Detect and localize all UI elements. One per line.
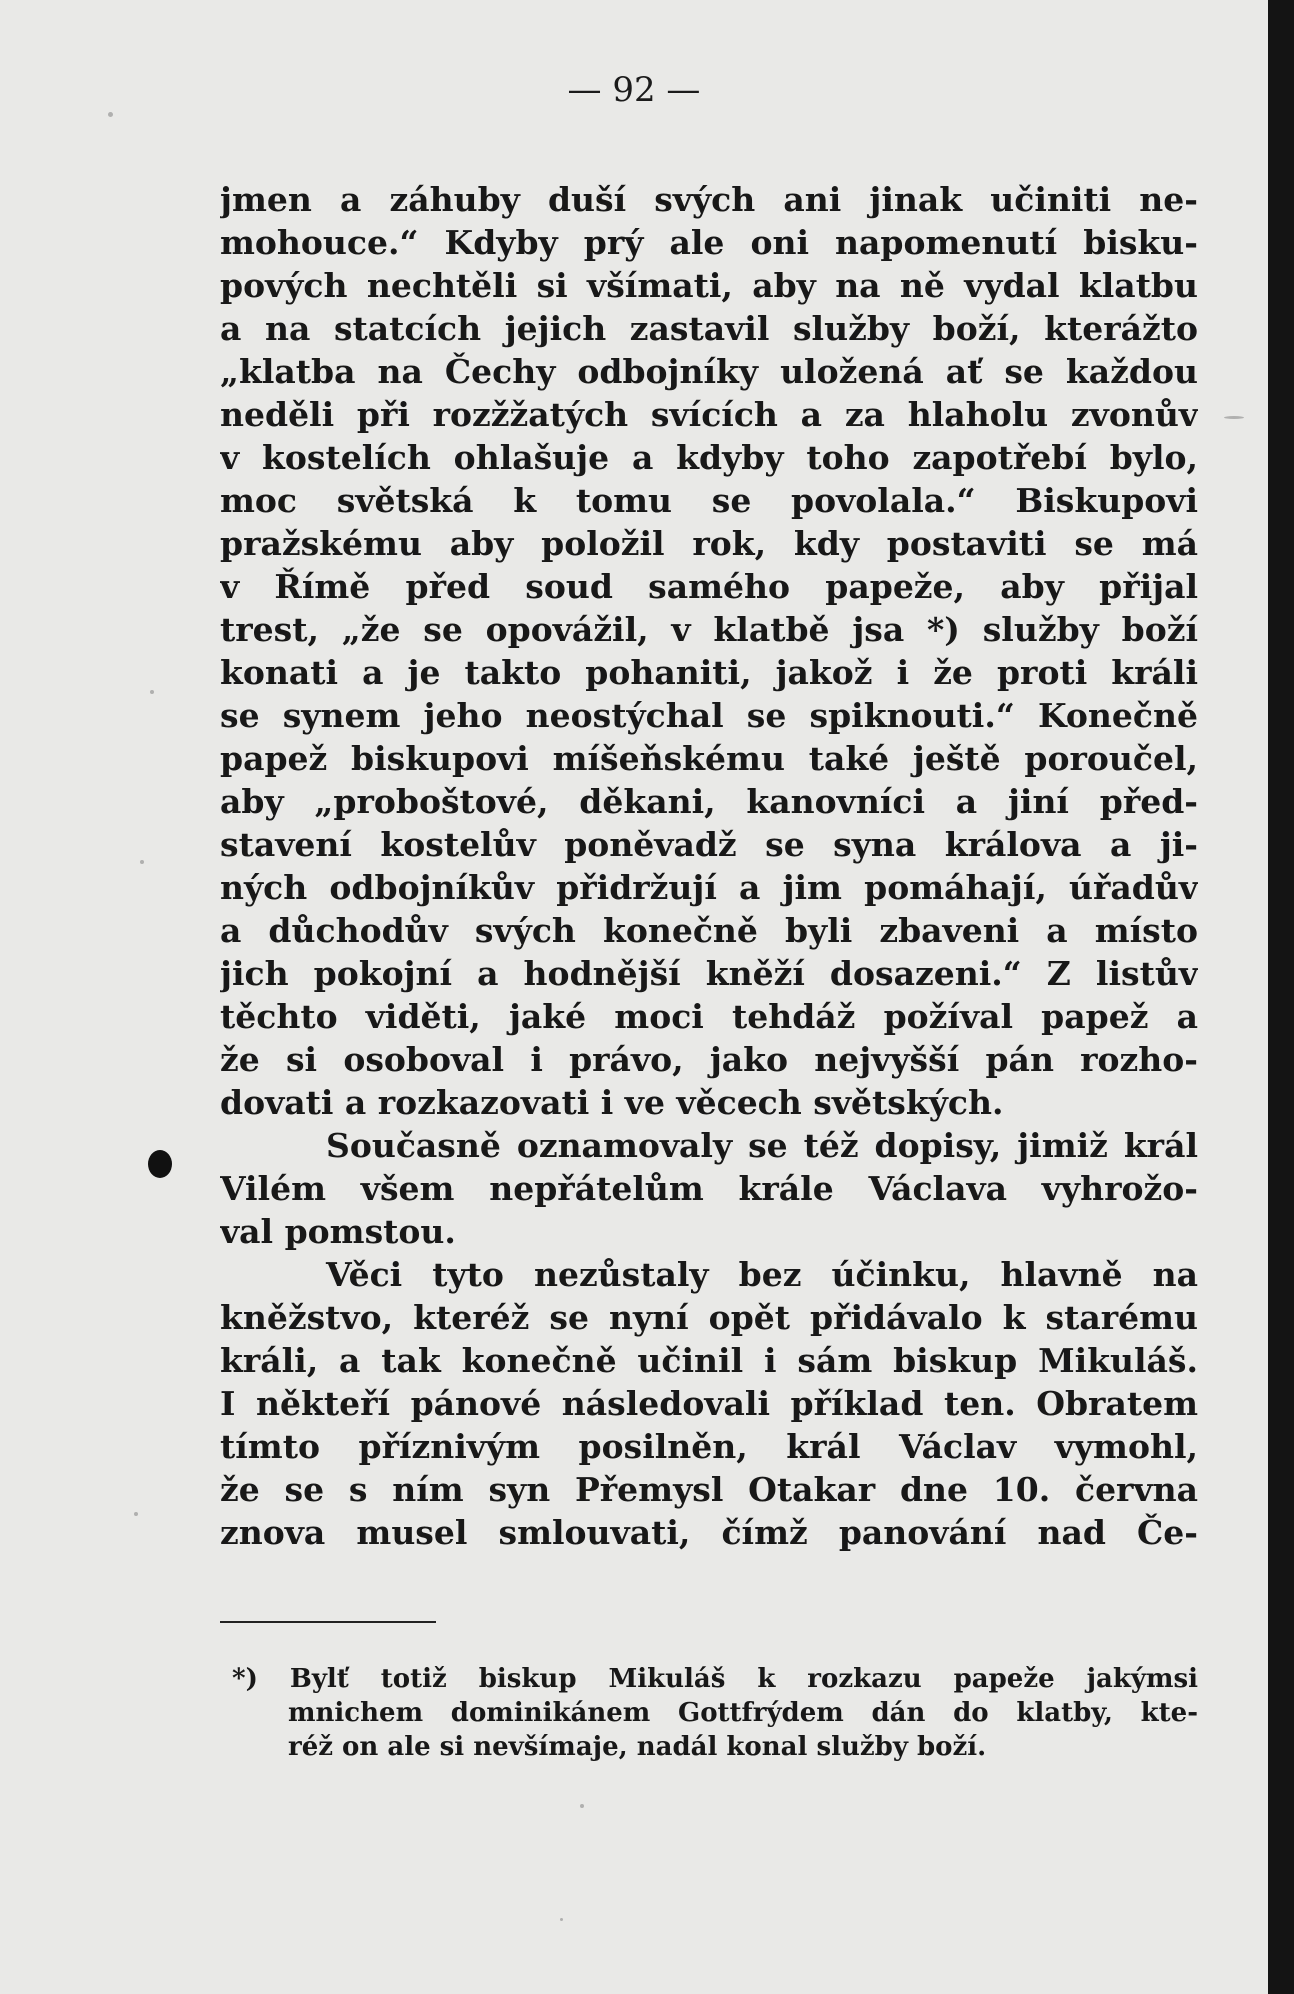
text-line: I někteří pánové následovali příklad ten. Obratem (220, 1384, 1198, 1423)
text-line: mohouce.“ Kdyby prý ale oni napomenutí bisku- (220, 223, 1198, 262)
text-line: aby „proboštové, děkani, kanovníci a jiní před- (220, 782, 1198, 821)
text-line: že si osoboval i právo, jako nejvyšší pán rozho- (220, 1040, 1198, 1079)
text-line: stavení kostelův poněvadž se syna králova a ji- (220, 825, 1198, 864)
text-line: kněžstvo, kteréž se nyní opět přidávalo k starému (220, 1298, 1198, 1337)
text-line: val pomstou. (220, 1212, 456, 1251)
page-edge-shadow (1268, 0, 1294, 1994)
paper-speck (1224, 416, 1244, 419)
text-line: papež biskupovi míšeňskému také ještě poroučel, (220, 739, 1198, 778)
text-line: pražskému aby položil rok, kdy postaviti se má (220, 524, 1198, 563)
text-line: konati a je takto pohaniti, jakož i že proti králi (220, 653, 1198, 692)
text-line: v Římě před soud samého papeže, aby přijal (220, 567, 1198, 606)
paragraph-start-line: Věci tyto nezůstaly bez účinku, hlavně na (326, 1255, 1198, 1294)
text-line: moc světská k tomu se povolala.“ Biskupovi (220, 481, 1198, 520)
text-line: Vilém všem nepřátelům krále Václava vyhrožo- (220, 1169, 1198, 1208)
paper-speck (108, 112, 113, 117)
paper-speck (140, 860, 144, 864)
footnote (232, 1662, 1198, 1764)
text-line: v kostelích ohlašuje a kdyby toho zapotřebí bylo, (220, 438, 1198, 477)
page-number: — 92 — (567, 70, 701, 110)
text-line: těchto viděti, jaké moci tehdáž požíval papež a (220, 997, 1198, 1036)
text-line: jich pokojní a hodnější kněží dosazeni.“ Z listův (220, 954, 1198, 993)
paper-speck (560, 1918, 563, 1921)
text-line: a důchodův svých konečně byli zbaveni a místo (220, 911, 1198, 950)
paper-speck (134, 1512, 138, 1516)
paragraph-start-line: Současně oznamovaly se též dopisy, jimiž král (326, 1126, 1198, 1165)
footnote-divider (220, 1621, 436, 1623)
ink-blot (148, 1150, 172, 1178)
text-line: dovati a rozkazovati i ve věcech světských. (220, 1083, 1004, 1122)
text-line: trest, „že se opovážil, v klatbě jsa *) služby boží (220, 610, 1198, 649)
text-line: „klatba na Čechy odbojníky uložená ať se každou (220, 352, 1198, 391)
footnote-line: *) Bylť totiž biskup Mikuláš k rozkazu papeže jakýmsi (232, 1664, 1198, 1694)
text-line: neděli při rozžžatých svících a za hlaholu zvonův (220, 395, 1198, 434)
text-line: že se s ním syn Přemysl Otakar dne 10. června (220, 1470, 1198, 1509)
text-line: znova musel smlouvati, čímž panování nad Če- (220, 1513, 1198, 1552)
footnote-line: réž on ale si nevšímaje, nadál konal služby boží. (288, 1732, 987, 1762)
footnote-line: mnichem dominikánem Gottfrýdem dán do klatby, kte- (288, 1698, 1198, 1728)
paper-speck (150, 690, 154, 694)
text-line: se synem jeho neostýchal se spiknouti.“ Konečně (220, 696, 1198, 735)
text-line: a na statcích jejich zastavil služby boží, kterážto (220, 309, 1198, 348)
text-line: ných odbojníkův přidržují a jim pomáhají, úřadův (220, 868, 1198, 907)
text-line: jmen a záhuby duší svých ani jinak učiniti ne- (220, 180, 1198, 219)
body-text (220, 178, 1198, 1554)
text-line: pových nechtěli si všímati, aby na ně vydal klatbu (220, 266, 1198, 305)
paper-speck (580, 1804, 584, 1808)
text-line: tímto příznivým posilněn, král Václav vymohl, (220, 1427, 1198, 1466)
text-line: králi, a tak konečně učinil i sám biskup Mikuláš. (220, 1341, 1198, 1380)
